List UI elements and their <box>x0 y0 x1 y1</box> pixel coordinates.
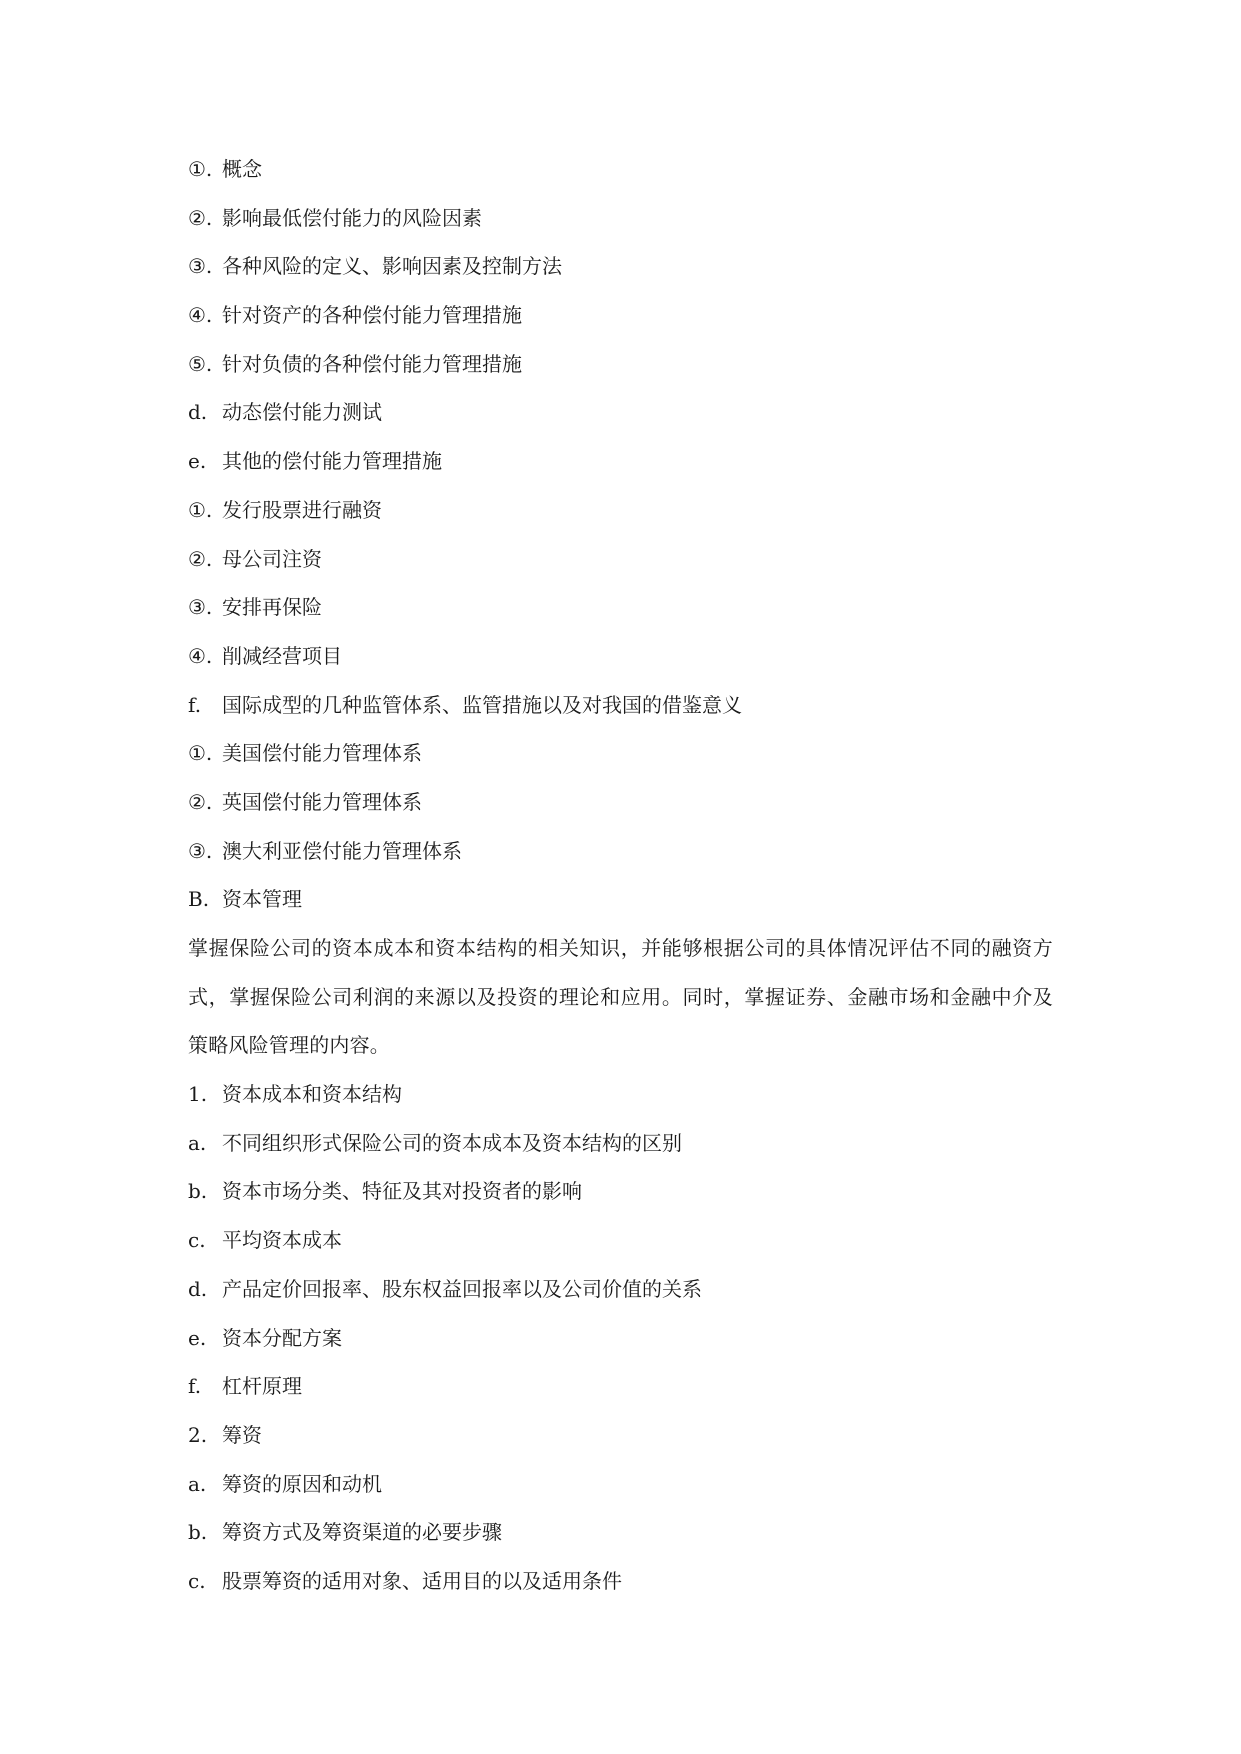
outline-item <box>188 1177 1053 1205</box>
item-text: 资本成本和资本结构 <box>222 1082 402 1107</box>
outline-item <box>188 691 1053 719</box>
item-text: 资本管理 <box>222 887 302 912</box>
item-marker: ⑤. <box>188 351 213 376</box>
outline-item <box>188 204 1053 232</box>
outline-item <box>188 837 1053 865</box>
item-text: 英国偿付能力管理体系 <box>222 789 422 814</box>
item-text: 针对负债的各种偿付能力管理措施 <box>222 351 522 376</box>
outline-item <box>188 739 1053 767</box>
item-marker: b. <box>188 1179 208 1204</box>
item-marker: d. <box>188 1276 208 1301</box>
item-text: 不同组织形式保险公司的资本成本及资本结构的区别 <box>222 1130 682 1155</box>
item-marker: ①. <box>188 157 213 181</box>
item-marker: 1. <box>188 1082 208 1107</box>
outline-item <box>188 1275 1053 1303</box>
item-text: 资本分配方案 <box>222 1325 342 1350</box>
item-text: 影响最低偿付能力的风险因素 <box>222 205 482 230</box>
item-marker: ②. <box>188 205 213 230</box>
item-marker: a. <box>188 1471 207 1496</box>
item-marker: d. <box>188 400 208 425</box>
item-text: 发行股票进行融资 <box>222 497 382 522</box>
item-marker: c. <box>188 1568 206 1593</box>
item-text: 美国偿付能力管理体系 <box>222 741 422 766</box>
item-text: 杠杆原理 <box>222 1374 302 1399</box>
item-text: 安排再保险 <box>222 595 322 620</box>
item-marker: b. <box>188 1520 208 1545</box>
item-text: 平均资本成本 <box>222 1228 342 1253</box>
outline-item <box>188 1421 1053 1449</box>
item-marker: ④. <box>188 303 213 328</box>
item-text: 针对资产的各种偿付能力管理措施 <box>222 303 522 328</box>
item-text: 国际成型的几种监管体系、监管措施以及对我国的借鉴意义 <box>222 692 742 717</box>
item-marker: c. <box>188 1228 206 1253</box>
item-marker: ③. <box>188 838 213 863</box>
item-marker: ②. <box>188 789 213 814</box>
outline-item <box>188 642 1053 670</box>
item-marker: ②. <box>188 546 213 571</box>
outline-item <box>188 398 1053 426</box>
item-text: 动态偿付能力测试 <box>222 400 382 425</box>
outline-item <box>188 350 1053 378</box>
section-heading <box>188 885 1053 913</box>
outline-item <box>188 1372 1053 1400</box>
outline-item <box>188 447 1053 475</box>
item-marker: ④. <box>188 643 213 668</box>
outline-item <box>188 301 1053 329</box>
outline-item <box>188 788 1053 816</box>
outline-item <box>188 1129 1053 1157</box>
outline-item <box>188 545 1053 573</box>
item-marker: e. <box>188 449 207 474</box>
item-text: 概念 <box>222 157 262 181</box>
item-text: 澳大利亚偿付能力管理体系 <box>222 838 462 863</box>
item-text: 其他的偿付能力管理措施 <box>222 449 442 474</box>
outline-item <box>188 1470 1053 1498</box>
outline-item <box>188 1080 1053 1108</box>
item-marker: ③. <box>188 254 213 279</box>
item-marker: ③. <box>188 595 213 620</box>
outline-item <box>188 252 1053 280</box>
item-text: 筹资方式及筹资渠道的必要步骤 <box>222 1520 502 1545</box>
outline-item <box>188 155 1053 183</box>
item-marker: B. <box>188 887 210 912</box>
item-text: 各种风险的定义、影响因素及控制方法 <box>222 254 562 279</box>
item-text: 削减经营项目 <box>222 643 342 668</box>
outline-item <box>188 1567 1053 1595</box>
item-text: 股票筹资的适用对象、适用目的以及适用条件 <box>222 1568 622 1593</box>
item-marker: ①. <box>188 741 213 766</box>
outline-item <box>188 1324 1053 1352</box>
item-text: 筹资的原因和动机 <box>222 1471 382 1496</box>
outline-item <box>188 496 1053 524</box>
item-marker: e. <box>188 1325 207 1350</box>
item-text: 资本市场分类、特征及其对投资者的影响 <box>222 1179 582 1204</box>
outline-item <box>188 593 1053 621</box>
body-paragraph: 掌握保险公司的资本成本和资本结构的相关知识，并能够根据公司的具体情况评估不同的融资方式，掌握保险公司利润的来源以及投资的理论和应用。同时，掌握证券、金融市场和金融中介及策略风险管理的内容。 <box>188 936 1053 1058</box>
item-marker: f. <box>188 692 202 717</box>
item-marker: f. <box>188 1374 202 1399</box>
item-text: 产品定价回报率、股东权益回报率以及公司价值的关系 <box>222 1276 702 1301</box>
item-text: 母公司注资 <box>222 546 322 571</box>
outline-item <box>188 1518 1053 1546</box>
item-marker: a. <box>188 1130 207 1155</box>
item-text: 筹资 <box>222 1422 262 1447</box>
item-marker: 2. <box>188 1422 208 1447</box>
outline-item <box>188 1226 1053 1254</box>
item-marker: ①. <box>188 497 213 522</box>
